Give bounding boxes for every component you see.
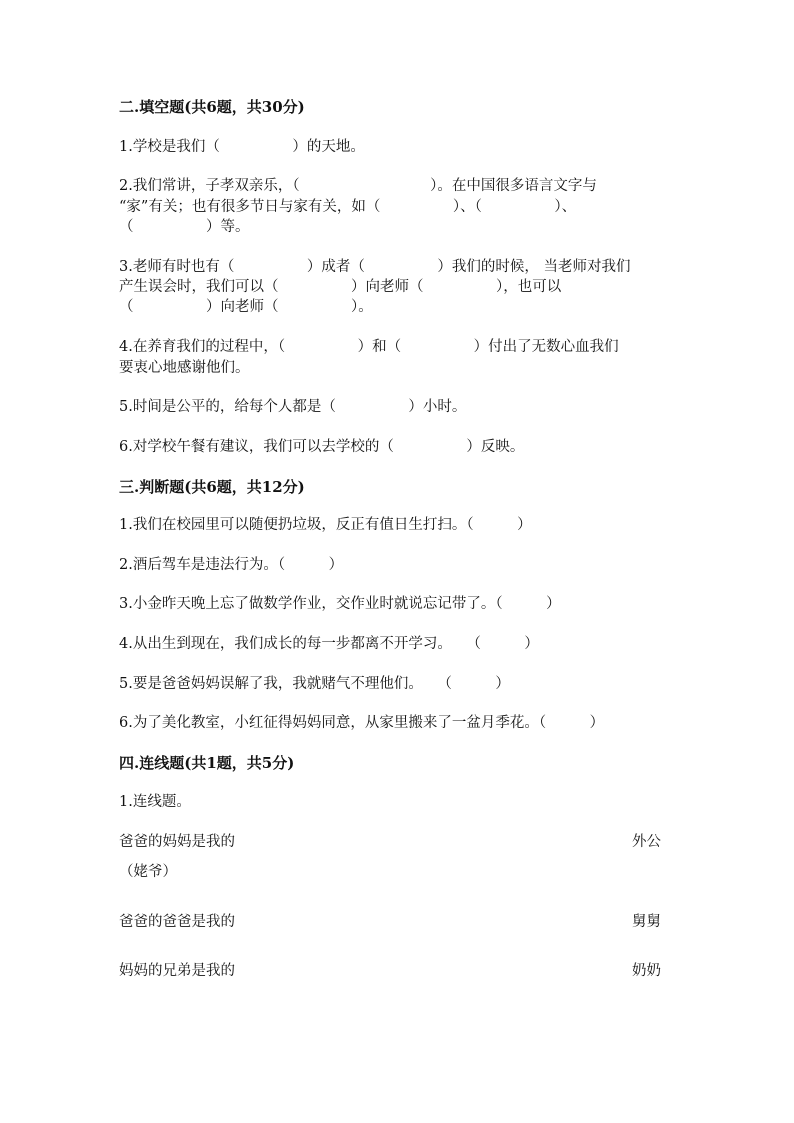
section2-heading: 二.填空题(共6题，共30分) <box>119 98 305 116</box>
fill-question-4-line-2: 要衷心地感谢他们。 <box>119 360 250 376</box>
match-left-item: 爸爸的爸爸是我的 <box>119 914 235 930</box>
match-right-item: 奶奶 <box>632 963 661 979</box>
judge-question-4: 4.从出生到现在，我们成长的每一步都离不开学习。 （ ） <box>119 636 539 652</box>
fill-question-3-line-1: 3.老师有时也有（ ）成者（ ）我们的时候， 当老师对我们 <box>119 259 631 275</box>
judge-question-2: 2.酒后驾车是违法行为。（ ） <box>119 557 344 573</box>
judge-question-5: 5.要是爸爸妈妈误解了我，我就赌气不理他们。 （ ） <box>119 676 510 692</box>
fill-question-5: 5.时间是公平的，给每个人都是（ ）小时。 <box>119 399 467 415</box>
fill-question-4-line-1: 4.在养育我们的过程中，（ ）和（ ）付出了无数心血我们 <box>119 339 619 355</box>
match-right-item: 舅舅 <box>632 914 661 930</box>
match-left-item: （姥爷） <box>119 864 177 880</box>
match-left-item: 爸爸的妈妈是我的 <box>119 834 235 850</box>
judge-question-3: 3.小金昨天晚上忘了做数学作业，交作业时就说忘记带了。（ ） <box>119 596 561 612</box>
fill-question-3-line-2: 产生误会时，我们可以（ ）向老师（ ），也可以 <box>119 279 562 295</box>
fill-question-6: 6.对学校午餐有建议，我们可以去学校的（ ）反映。 <box>119 439 525 455</box>
judge-question-6: 6.为了美化教室，小红征得妈妈同意，从家里搬来了一盆月季花。（ ） <box>119 715 605 731</box>
fill-question-2-line-2: “家”有关；也有很多节日与家有关，如（ ）、（ ）、 <box>119 199 577 215</box>
fill-question-3-line-3: （ ）向老师（ ）。 <box>119 299 373 315</box>
fill-question-2-line-1: 2.我们常讲，子孝双亲乐，（ ）。在中国很多语言文字与 <box>119 178 597 194</box>
judge-question-1: 1.我们在校园里可以随便扔垃圾，反正有值日生打扫。（ ） <box>119 517 532 533</box>
fill-question-2-line-3: （ ）等。 <box>119 219 250 235</box>
fill-question-1: 1.学校是我们（ ）的天地。 <box>119 139 365 155</box>
match-right-item: 外公 <box>632 834 661 850</box>
section4-heading: 四.连线题(共1题，共5分) <box>119 754 295 772</box>
section3-heading: 三.判断题(共6题，共12分) <box>119 478 305 496</box>
match-left-item: 妈妈的兄弟是我的 <box>119 963 235 979</box>
match-question-1: 1.连线题。 <box>119 794 191 810</box>
